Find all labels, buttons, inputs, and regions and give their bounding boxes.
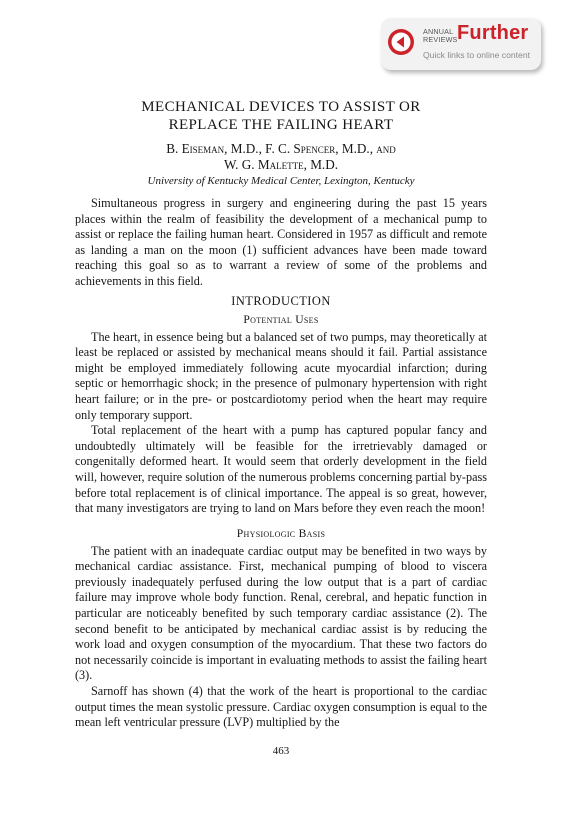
badge-brand: Further bbox=[457, 22, 529, 44]
subheading-physiologic-basis: Physiologic Basis bbox=[236, 526, 326, 540]
further-badge[interactable] bbox=[381, 18, 541, 70]
badge-tagline[interactable]: Quick links to online content bbox=[423, 50, 531, 60]
article-authors: B. Eiseman, M.D., F. C. Spencer, M.D., and W. G. Malette, M.D. bbox=[166, 141, 396, 172]
article bbox=[75, 98, 487, 731]
section-heading-introduction: INTRODUCTION bbox=[231, 293, 331, 308]
paragraph-physiologic-2: Sarnoff has shown (4) that the work of the heart is proportional to the cardiac output times the mean systolic pressure. Cardiac oxygen consumption is equal to the mean left ventricular pressure (LVP) multiplied by the bbox=[75, 684, 487, 730]
paragraph-physiologic-1: The patient with an inadequate cardiac output may be benefited in two ways by mechanical cardiac assistance. First, mechanical pumping of blood to viscera previously inadequately perfused during the low output that is a part of cardiac failure may improve whole body function. Renal, cerebral, and hepatic function in particular are noticeably benefited by such temporary cardiac assistance (2). The second benefit to be anticipated by mechanical cardiac assist is by reducing the work load and oxygen consumption of the myocardium. That these two factors do not necessarily coincide is important in evaluating methods to assist the failing heart (3). bbox=[75, 543, 487, 683]
play-arrow-circle-icon bbox=[387, 28, 415, 56]
subheading-potential-uses: Potential Uses bbox=[243, 312, 319, 326]
paragraph-potential-uses-2: Total replacement of the heart with a pump has captured popular fancy and undoubtedly ultimately will be feasible for the irretrievably damaged or congenitally deformed heart. It would seem that orderly development in the field will, however, require solution of the numerous problems concerning partial by-pass before total replacement is of clinical importance. The appeal is so great, however, that many investigators are trying to land on Mars before they even reach the moon! bbox=[75, 423, 487, 516]
article-title: MECHANICAL DEVICES TO ASSIST OR REPLACE THE FAILING HEART bbox=[141, 99, 421, 133]
author-affiliation: University of Kentucky Medical Center, Lexington, Kentucky bbox=[147, 175, 415, 187]
page-number: 463 bbox=[272, 745, 290, 757]
paragraph-potential-uses-1: The heart, in essence being but a balanced set of two pumps, may theoretically at least be replaced or assisted by mechanical means should it fail. Partial assistance might be employed immediately following acute myocardial infarction; during septic or hemorrhagic shock; in the presence of pulmonary hypertension with right heart failure; or in the pre- or postcardiotomy period when the heart may require only temporary support. bbox=[75, 329, 487, 422]
badge-org-name: ANNUAL REVIEWS bbox=[423, 27, 458, 44]
intro-paragraph: Simultaneous progress in surgery and engineering during the past 15 years places within the realm of feasibility the development of a mechanical pump to assist or replace the failing human heart. Considered in 1957 as difficult and remote as landing a man on the moon (1) sufficient advances have been made toward reaching this goal so as to warrant a review of some of the problems and achievements in this field. bbox=[75, 196, 487, 288]
